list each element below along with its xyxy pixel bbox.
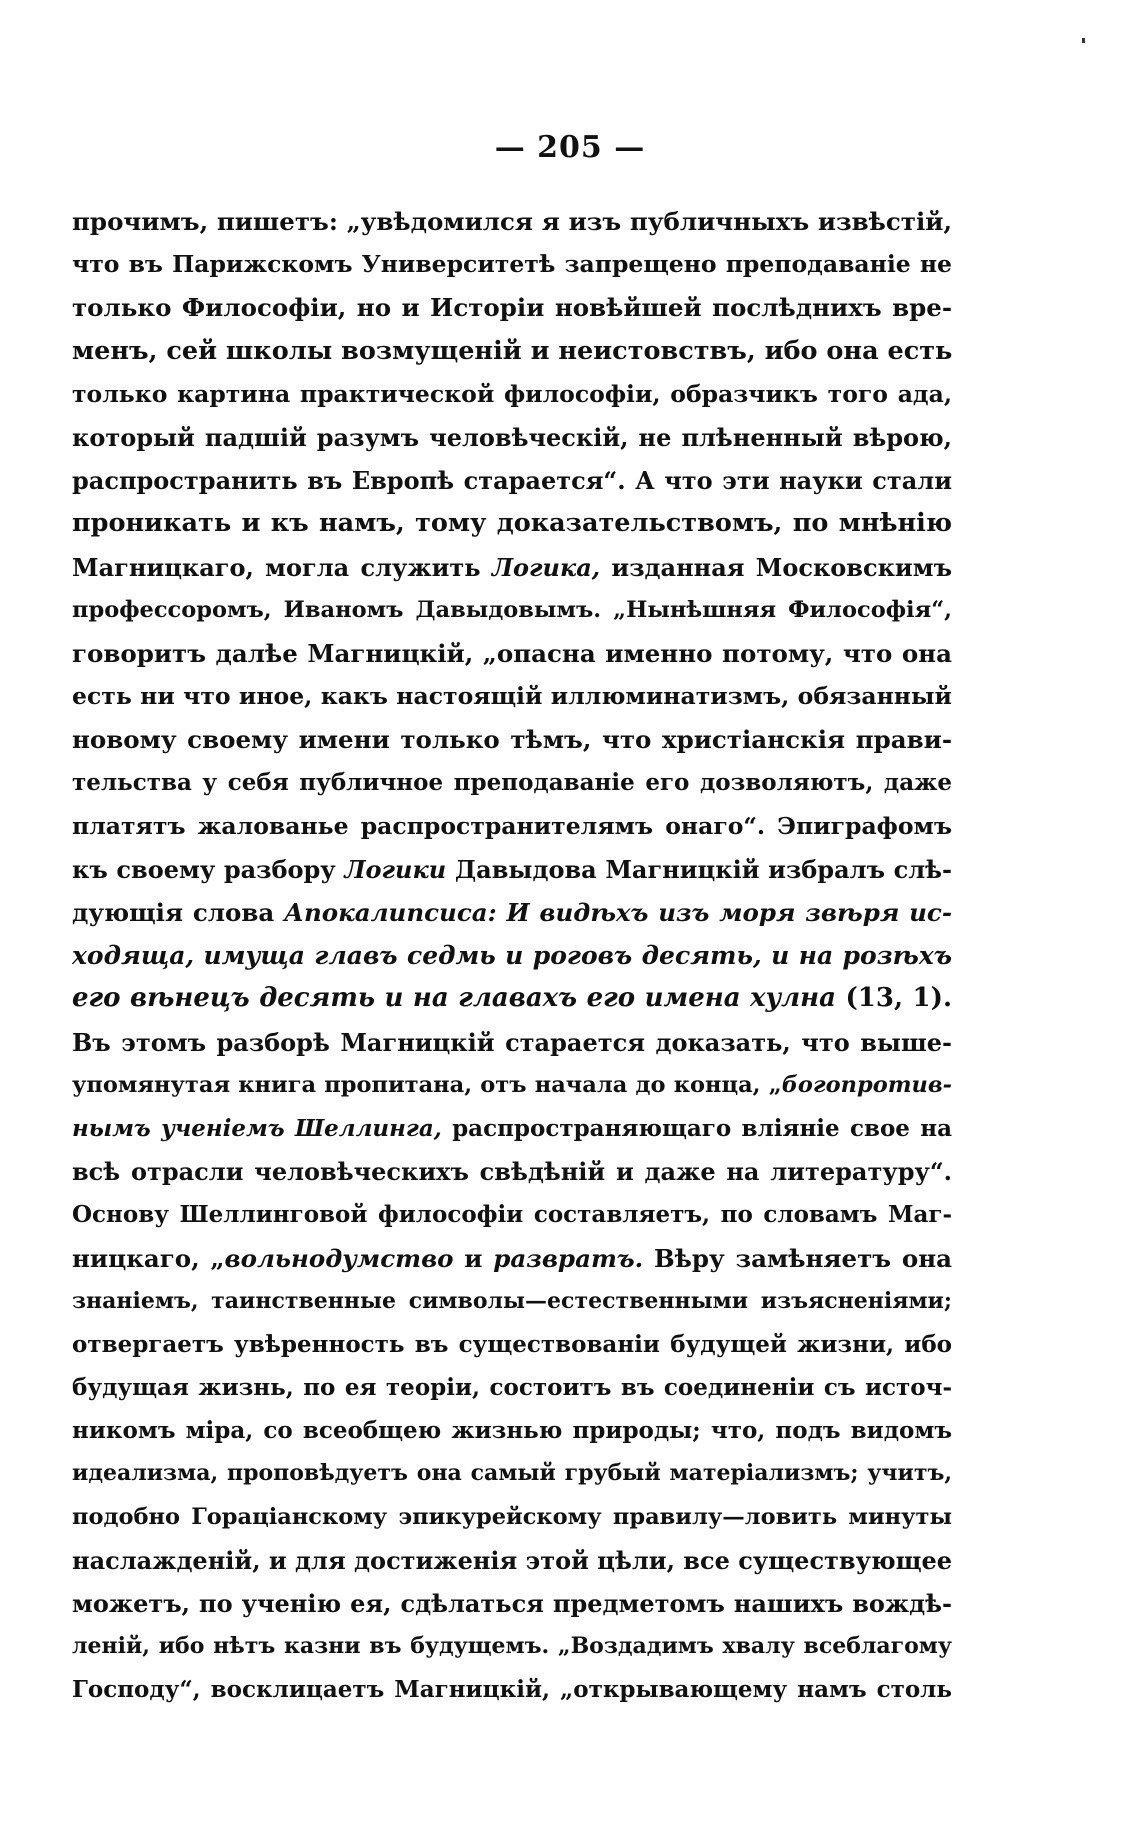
text-line [72,1064,952,1107]
text-segment: распространяющаго вліяніе свое на [441,1114,952,1142]
text-segment: тельства у себя публичное преподаваніе его дозволяютъ, даже [72,769,952,797]
text-line [72,1452,952,1495]
text-line [72,1409,952,1452]
body-text [72,200,952,1712]
text-line [72,891,952,934]
text-line [72,373,952,416]
text-segment: и [453,1243,494,1273]
text-line [72,459,952,502]
scan-speck [1082,38,1085,43]
text-segment: можетъ, по ученію ея, сдѣлаться предметомъ нашихъ вождѣ- [72,1589,952,1618]
italic-segment: вольнодумство [224,1243,454,1273]
text-segment: Основу Шеллинговой философіи составляетъ, по словамъ Маг- [72,1201,952,1229]
text-segment: изданная Московскимъ [600,552,952,582]
text-segment: ницкаго, „ [72,1243,225,1273]
text-segment: всѣ отрасли человѣческихъ свѣдѣній и даже на литературу“. [72,1157,952,1187]
text-segment: только картина практической философіи, образчикъ того ада, [72,379,952,408]
text-line [72,1280,952,1323]
text-segment: Господу“, восклицаетъ Магницкій, „открывающему намъ столь [72,1676,952,1704]
text-line [72,416,952,459]
text-line [72,589,952,632]
text-line [72,330,952,373]
text-segment: знаніемъ, таинственные символы—естественными изъясненіями; [72,1287,952,1314]
text-line [72,848,952,891]
text-line [72,1366,952,1409]
text-segment: будущая жизнь, по ея теоріи, состоитъ въ соединеніи съ источ- [72,1374,952,1402]
text-line [72,1237,952,1280]
italic-segment: Апокалипсиса: И видѣхъ изъ моря звѣря ис- [284,898,952,927]
text-segment: наслажденій, и для достиженія этой цѣли, все существующее [72,1545,952,1575]
italic-segment: ходяща, имуща главъ седмь и роговъ десять, и на розѣхъ [72,941,952,971]
text-segment: (13, 1). [835,983,952,1014]
text-segment: новому своему имени только тѣмъ, что христіанскія прави- [72,725,952,755]
text-line [72,1150,952,1193]
text-line [72,1539,952,1582]
text-line [72,934,952,977]
text-line [72,761,952,804]
italic-segment: Логика, [491,552,601,582]
text-segment: Въ этомъ разборѣ Магницкій старается доказать, что выше- [72,1027,952,1057]
text-segment: Давыдова Магницкій избралъ слѣ- [446,854,952,884]
italic-segment: богопротив- [781,1071,952,1098]
text-line [72,1323,952,1366]
text-segment: говоритъ далѣе Магницкій, „опасна именно потому, что она [72,638,952,668]
page-number: — 205 — [494,130,646,165]
text-segment: дующія слова [72,898,285,927]
text-segment: профессоромъ, Иваномъ Давыдовымъ. „Нынѣшняя Философія“, [72,596,952,623]
italic-segment: развратъ. [493,1243,644,1273]
text-line [72,1668,952,1711]
text-segment: который падшій разумъ человѣческій, не плѣненный вѣрою, [72,422,952,452]
text-line [72,200,952,243]
text-segment: леній, ибо нѣтъ казни въ будущемъ. „Воздадимъ хвалу всеблагому [72,1633,952,1660]
text-segment: платятъ жалованье распространителямъ онаго“. Эпиграфомъ [72,811,952,840]
text-line [72,1496,952,1539]
text-line [72,718,952,761]
text-segment: идеализма, проповѣдуетъ она самый грубый матеріализмъ; учитъ, [72,1460,952,1487]
italic-segment: нымъ ученіемъ Шеллинга, [72,1114,442,1142]
text-line [72,1021,952,1064]
text-line [72,1193,952,1236]
text-line [72,502,952,545]
text-segment: къ своему разбору [72,854,345,884]
text-segment: только Философіи, но и Исторіи новѣйшей послѣднихъ вре- [72,293,952,323]
text-segment: никомъ міра, со всеобщею жизнью природы; что, подъ видомъ [72,1417,952,1445]
text-line [72,805,952,848]
text-line [72,546,952,589]
italic-segment: Логики [344,854,447,884]
text-line [72,1625,952,1668]
text-line [72,675,952,718]
text-segment: отвергаетъ увѣренность въ существованіи будущей жизни, ибо [72,1330,952,1358]
text-line [72,286,952,329]
text-segment: подобно Гораціанскому эпикурейскому правилу—ловить минуты [72,1503,952,1530]
text-segment: менъ, сей школы возмущеній и неистовствъ, ибо она есть [72,335,952,366]
text-line [72,977,952,1020]
text-segment: распространить въ Европѣ старается“. А что эти науки стали [72,466,952,496]
italic-segment: его вѣнецъ десять и на главахъ его имена хулна [72,983,836,1014]
text-line [72,1107,952,1150]
text-segment: есть ни что иное, какъ настоящій иллюминатизмъ, обязанный [72,682,952,711]
text-segment: прочимъ, пишетъ: „увѣдомился я изъ публичныхъ извѣстій, [72,207,952,236]
text-line [72,243,952,286]
text-segment: что въ Парижскомъ Университетѣ запрещено преподаваніе не [72,250,952,279]
text-line [72,632,952,675]
text-line [72,1582,952,1625]
text-segment: Вѣру замѣняетъ она [643,1243,952,1273]
text-segment: упомянутая книга пропитана, отъ начала до конца, „ [72,1071,782,1098]
text-segment: Магницкаго, могла служить [72,552,492,582]
text-segment: проникать и къ намъ, тому доказательствомъ, по мнѣнію [72,508,952,539]
